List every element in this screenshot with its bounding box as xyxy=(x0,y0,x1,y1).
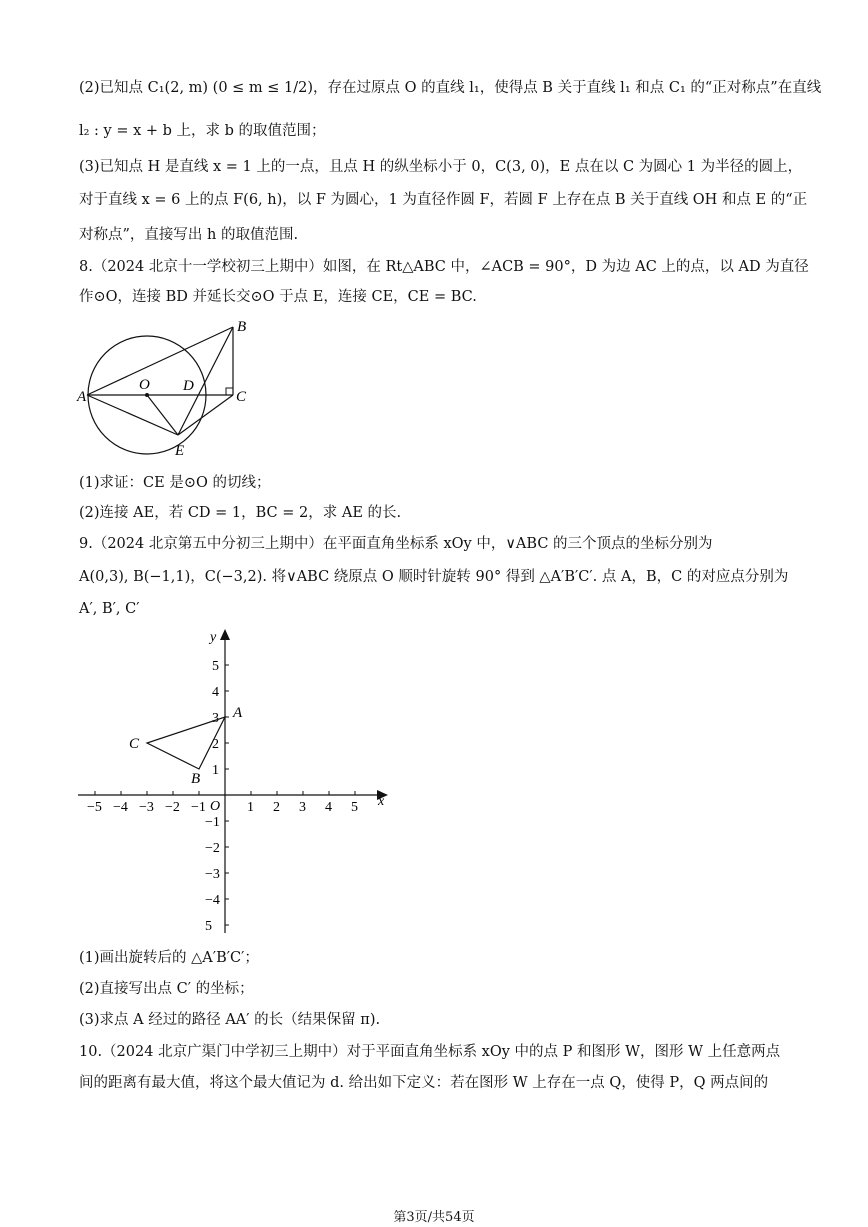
x-tick-label-5: 1 xyxy=(247,800,254,815)
problem-9-part-2: (2)直接写出点 C′ 的坐标； xyxy=(79,981,254,997)
y-tick-label-pos-3: 4 xyxy=(212,685,219,700)
x-tick-label-0: −5 xyxy=(87,800,102,815)
label-b: B xyxy=(237,319,247,335)
x-tick-label-4: −1 xyxy=(191,800,206,815)
center-dot-o xyxy=(145,393,149,397)
x-tick-label-3: −2 xyxy=(165,800,180,815)
problem-10-line-1: 10.（2024 北京广渠门中学初三上期中）对于平面直角坐标系 xOy 中的点 P 和图形 W，图形 W 上任意两点 xyxy=(79,1044,781,1060)
y-tick-label-neg-4: 5 xyxy=(205,919,212,934)
label-c: C xyxy=(236,389,247,405)
circle-geometry-figure xyxy=(75,315,265,460)
text-line-2: l₂ : y = x + b 上，求 b 的取值范围； xyxy=(79,123,326,139)
y-tick-label-pos-4: 5 xyxy=(212,659,219,674)
coordinate-plane-figure xyxy=(70,625,400,940)
right-angle-mark xyxy=(226,388,233,395)
problem-8-part-2: (2)连接 AE，若 CD = 1，BC = 2，求 AE 的长. xyxy=(79,505,402,521)
y-axis-label: y xyxy=(210,630,217,645)
text-line-3: (3)已知点 H 是直线 x = 1 上的一点，且点 H 的纵坐标小于 0，C(3, 0)，E 点在以 C 为圆心 1 为半径的圆上， xyxy=(79,159,803,175)
y-tick-label-neg-2: −3 xyxy=(205,867,220,882)
y-axis-arrow xyxy=(220,629,230,640)
problem-9-line-3: A′, B′, C′ xyxy=(79,601,140,617)
tick-group xyxy=(87,659,358,934)
problem-9-part-3: (3)求点 A 经过的路径 AA′ 的长（结果保留 π). xyxy=(79,1012,381,1028)
y-tick-label-pos-2: 3 xyxy=(212,711,219,726)
label-o: O xyxy=(139,377,150,393)
problem-8-part-1: (1)求证：CE 是⊙O 的切线； xyxy=(79,475,271,491)
segment-oe xyxy=(147,395,178,435)
point-label-b: B xyxy=(191,771,201,787)
text-line-1: (2)已知点 C₁(2, m) (0 ≤ m ≤ 1/2)，存在过原点 O 的直线 l₁，使得点 B 关于直线 l₁ 和点 C₁ 的“正对称点”在直线 xyxy=(79,80,822,96)
x-tick-label-7: 3 xyxy=(299,800,306,815)
text-line-5: 对称点”，直接写出 h 的取值范围. xyxy=(79,227,299,243)
x-tick-label-9: 5 xyxy=(351,800,358,815)
segment-ae xyxy=(87,395,178,435)
problem-8-line-2: 作⊙O，连接 BD 并延长交⊙O 于点 E，连接 CE，CE = BC. xyxy=(79,289,477,305)
problem-9-line-1: 9.（2024 北京第五中分初三上期中）在平面直角坐标系 xOy 中，∨ABC 的三个顶点的坐标分别为 xyxy=(79,536,713,552)
y-tick-label-pos-0: 1 xyxy=(212,763,219,778)
y-tick-label-pos-1: 2 xyxy=(212,737,219,752)
x-tick-label-8: 4 xyxy=(325,800,332,815)
y-tick-label-neg-3: −4 xyxy=(205,893,220,908)
x-tick-label-1: −4 xyxy=(113,800,128,815)
y-tick-label-neg-0: −1 xyxy=(205,815,220,830)
point-label-c: C xyxy=(129,736,140,752)
origin-label: O xyxy=(210,799,221,814)
point-label-a: A xyxy=(233,705,243,721)
text-line-4: 对于直线 x = 6 上的点 F(6, h)，以 F 为圆心，1 为直径作圆 F，若圆 F 上存在点 B 关于直线 OH 和点 E 的“正 xyxy=(79,192,808,208)
x-axis-label: x xyxy=(378,794,385,809)
label-e: E xyxy=(175,443,185,459)
problem-10-line-2: 间的距离有最大值，将这个最大值记为 d. 给出如下定义：若在图形 W 上存在一点 Q，使得 P，Q 两点间的 xyxy=(79,1075,769,1091)
page-footer: 第3页/共54页 xyxy=(393,1210,475,1225)
x-tick-label-2: −3 xyxy=(139,800,154,815)
label-d: D xyxy=(183,378,194,394)
problem-9-part-1: (1)画出旋转后的 △A′B′C′； xyxy=(79,950,259,966)
problem-9-line-2: A(0,3), B(−1,1)，C(−3,2). 将∨ABC 绕原点 O 顺时针旋转 90° 得到 △A′B′C′. 点 A，B，C 的对应点分别为 xyxy=(79,569,789,585)
label-a: A xyxy=(77,389,87,405)
x-tick-label-6: 2 xyxy=(273,800,280,815)
y-tick-label-neg-1: −2 xyxy=(205,841,220,856)
problem-8-line-1: 8.（2024 北京十一学校初三上期中）如图，在 Rt△ABC 中，∠ACB = 90°，D 为边 AC 上的点，以 AD 为直径 xyxy=(79,259,809,275)
